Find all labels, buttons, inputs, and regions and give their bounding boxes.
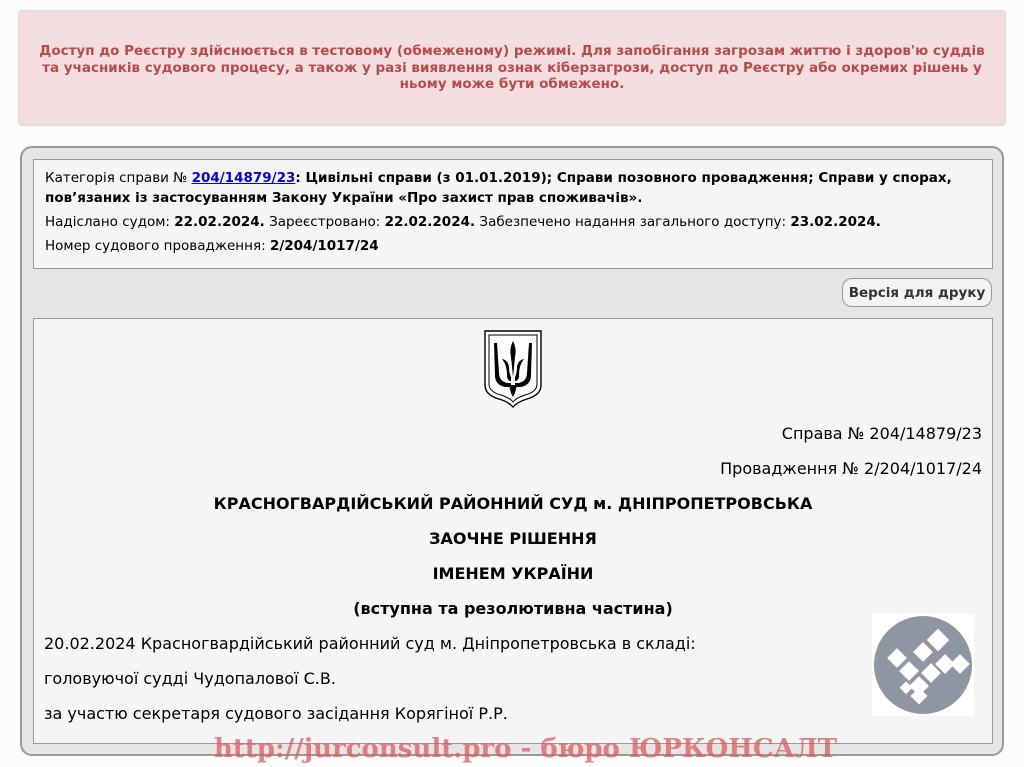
case-number-text: Справа № 204/14879/23 [781, 424, 982, 443]
jurconsult-logo-icon [872, 614, 974, 716]
registered-date: 22.02.2024. [384, 214, 476, 230]
sent-label: Надіслано судом: [45, 214, 175, 230]
proceeding-row [45, 236, 981, 256]
access-notice-text: Доступ до Реєстру здійснюється в тестовому (обмеженому) режимі. Для запобігання загрозам життю і здоров'ю суддів та учасників судового процесу, а також у разі виявлення ознак кіберзагрози, доступ до Реєстру або окремих рішень у ньому може бути обмежено. [39, 43, 985, 93]
access-label: Забезпечено надання загального доступу: [475, 214, 791, 230]
category-label: Категорія справи № [45, 170, 192, 186]
sent-date: 22.02.2024. [174, 214, 265, 230]
case-category-row [45, 168, 981, 208]
access-notice [18, 10, 1006, 126]
access-date: 23.02.2024. [790, 214, 881, 230]
decision-frame [20, 146, 1004, 756]
category-value: : Цивільні справи (з 01.01.2019); Справи позовного провадження; Справи у спорах, пов’язаних із застосуванням Закону України «Про захист прав споживачів». [45, 170, 952, 206]
decision-paragraph: 20.02.2024 Красногвардійський районний суд м. Дніпропетровська в складі: [44, 634, 696, 653]
court-name: КРАСНОГВАРДІЙСЬКИЙ РАЙОННИЙ СУД м. ДНІПРОПЕТРОВСЬКА [213, 494, 813, 513]
proceeding-number-text: Провадження № 2/204/1017/24 [720, 459, 982, 478]
proceeding-label: Номер судового провадження: [45, 238, 270, 254]
dates-row [45, 212, 981, 232]
proceeding-number: 2/204/1017/24 [269, 238, 379, 254]
case-number-link[interactable]: 204/14879/23 [191, 170, 296, 186]
case-info-panel [33, 159, 993, 269]
print-version-button[interactable]: Версія для друку [842, 278, 992, 307]
registered-label: Зареєстровано: [264, 214, 385, 230]
trident-emblem-icon [483, 329, 543, 409]
watermark-text: http://jurconsult.pro - бюро ЮРКОНСАЛТ [214, 734, 838, 764]
decision-paragraph: головуючої судді Чудопалової С.В. [44, 669, 336, 688]
decision-document [33, 318, 993, 744]
decision-paragraph: за участю секретаря судового засідання Корягіної Р.Р. [44, 704, 508, 723]
decision-part: (вступна та резолютивна частина) [353, 599, 673, 618]
decision-type: ЗАОЧНЕ РІШЕННЯ [429, 529, 597, 548]
in-name-of-ukraine: ІМЕНЕМ УКРАЇНИ [432, 564, 594, 583]
